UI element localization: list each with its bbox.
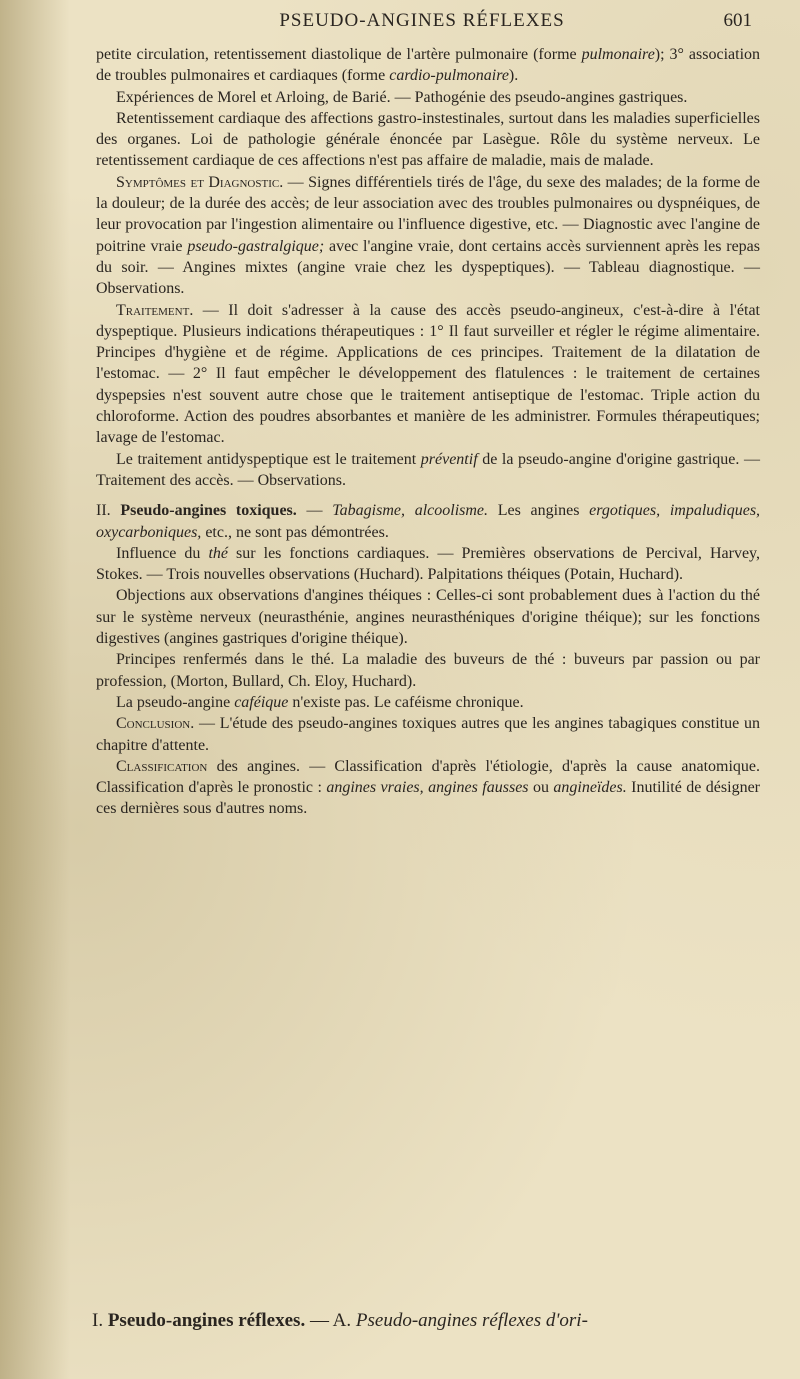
section-head: Symptômes et Diagnostic.: [116, 173, 284, 191]
section-title: Pseudo-angines réflexes.: [107, 1310, 306, 1331]
section-head: Classification: [116, 757, 208, 775]
paragraph: Classification des angines. — Classification d'après l'étiologie, d'après la cause anatomique. Classification d'après le pronostic : angines vraies, angines fausses ou angineïdes. Inutilité de désigner ces dernières sous d'autres noms.: [96, 757, 761, 818]
section-heading-paragraph: II. Pseudo-angines toxiques. — Tabagisme, alcoolisme. Les angines ergotiques, impaludiques, oxycarboniques, etc., ne sont pas démontrées.: [96, 502, 761, 541]
spacer: [96, 491, 760, 500]
section-head: Traitement.: [116, 301, 194, 319]
paragraph: Conclusion. — L'étude des pseudo-angines toxiques autres que les angines tabagiques constitue un chapitre d'attente.: [96, 715, 760, 754]
running-head: PSEUDO-ANGINES RÉFLEXES: [279, 10, 565, 31]
paragraph: Traitement. — Il doit s'adresser à la cause des accès pseudo-angineux, c'est-à-dire à l'état dyspeptique. Plusieurs indications thérapeutiques : 1° Il faut surveiller et régler le régime alimentaire. Principes d'hygiène et de régime. Applications de ces principes. Traitement de la dilatation de l'estomac. — 2° Il faut empêcher le développement des flatulences : le traitement de certaines dyspepsies n'est souvent autre chose que le traitement antiseptique de l'estomac. Triple action du chloroforme. Action des poudres absorbantes et manière de les administrer. Formules thérapeutiques; lavage de l'estomac.: [96, 301, 760, 447]
section-heading-footer: I. Pseudo-angines réflexes. — A. Pseudo-angines réflexes d'ori-: [92, 1310, 588, 1331]
paragraph: Influence du thé sur les fonctions cardiaques. — Premières observations de Percival, Harvey, Stokes. — Trois nouvelles observations (Huchard). Palpitations théiques (Potain, Huchard).: [96, 544, 761, 584]
page-gutter-shadow: [0, 0, 70, 1379]
paragraph: Expériences de Morel et Arloing, de Barié. — Pathogénie des pseudo-angines gastriques.: [116, 88, 688, 106]
paragraph: Le traitement antidyspeptique est le traitement préventif de la pseudo-angine d'origine gastrique. — Traitement des accès. — Observations.: [96, 450, 760, 489]
page-body: [96, 44, 760, 820]
section-head: Conclusion.: [116, 715, 195, 733]
paragraph: La pseudo-angine caféique n'existe pas. Le caféisme chronique.: [116, 693, 524, 711]
paragraph: Symptômes et Diagnostic. — Signes différentiels tirés de l'âge, du sexe des malades; de la forme de la douleur; de la durée des accès; de leur association avec des troubles pulmonaires ou dyspnéiques, de leur provocation par l'ingestion alimentaire ou l'influence digestive, etc. — Diagnostic avec l'angine de poitrine vraie pseudo-gastralgique; avec l'angine vraie, dont certains accès surviennent après les repas du soir. — Angines mixtes (angine vraie chez les dyspeptiques). — Tableau diagnostique. — Observations.: [96, 173, 760, 298]
paragraph: Retentissement cardiaque des affections gastro-instestinales, surtout dans les maladies superficielles des organes. Loi de pathologie générale énoncée par Lasègue. Rôle du système nerveux. Le retentissement cardiaque de ces affections n'est pas affaire de maladie, mais de malade.: [96, 109, 760, 170]
paragraph: Objections aux observations d'angines théiques : Celles-ci sont probablement dues à l'action du thé sur le système nerveux (neurasthénie, angines neurasthéniques d'origine théique); sur les fonctions digestives (angines gastriques d'origine théique).: [96, 587, 760, 648]
page-header: [92, 8, 752, 34]
paragraph: petite circulation, retentissement diastolique de l'artère pulmonaire (forme pulmonaire); 3° association de troubles pulmonaires et cardiaques (forme cardio-pulmonaire).: [96, 46, 761, 85]
section-title: Pseudo-angines toxiques.: [120, 502, 297, 520]
page-number: 601: [723, 10, 752, 31]
paragraph: Principes renfermés dans le thé. La maladie des buveurs de thé : buveurs par passion ou par profession, (Morton, Bullard, Ch. Eloy, Huchard).: [96, 651, 760, 690]
